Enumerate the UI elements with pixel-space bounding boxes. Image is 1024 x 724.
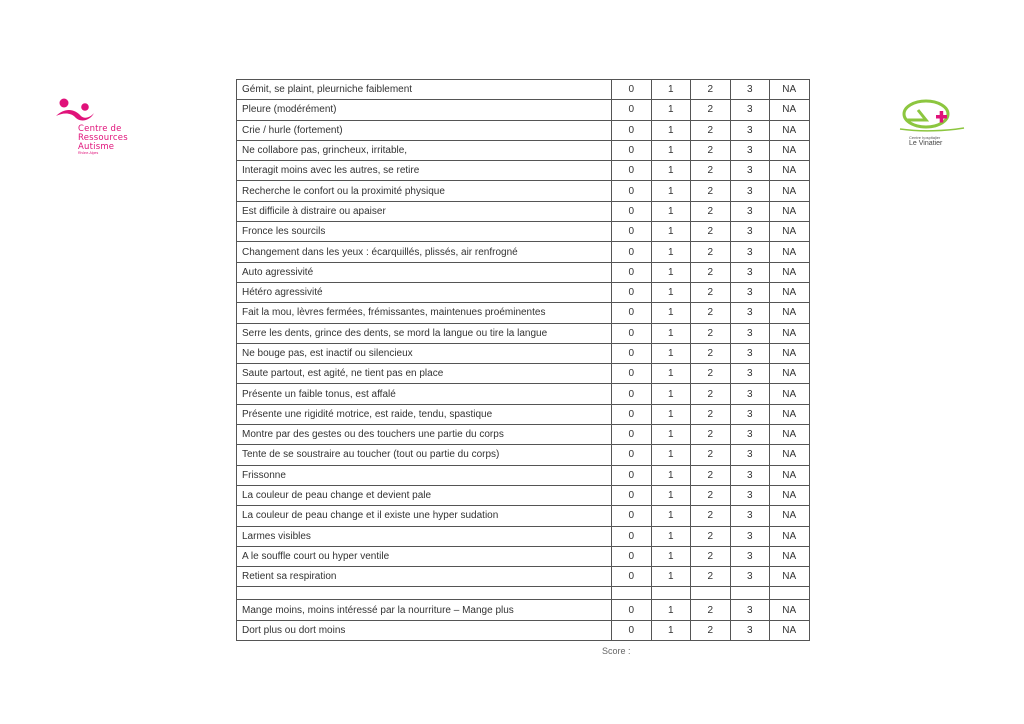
score-cell-0[interactable]: 0 — [612, 282, 652, 302]
empty-cell — [651, 587, 691, 600]
score-cell-0[interactable]: 0 — [612, 100, 652, 120]
score-cell-na[interactable]: NA — [770, 120, 810, 140]
score-cell-0[interactable]: 0 — [612, 506, 652, 526]
table-row — [237, 282, 810, 302]
score-cell-2[interactable]: 2 — [691, 600, 731, 620]
cra-logo-subline: Rhône-Alpes — [78, 151, 99, 155]
table-row — [237, 201, 810, 221]
table-row — [237, 567, 810, 587]
score-cell-na[interactable]: NA — [770, 567, 810, 587]
table-spacer-row — [237, 587, 810, 600]
score-cell-1[interactable]: 1 — [651, 343, 691, 363]
score-cell-2[interactable]: 2 — [691, 620, 731, 640]
score-cell-2[interactable]: 2 — [691, 404, 731, 424]
score-cell-na[interactable]: NA — [770, 404, 810, 424]
score-cell-2[interactable]: 2 — [691, 485, 731, 505]
score-cell-3[interactable]: 3 — [730, 526, 770, 546]
score-cell-na[interactable]: NA — [770, 364, 810, 384]
score-cell-2[interactable]: 2 — [691, 526, 731, 546]
table-row — [237, 222, 810, 242]
table-row — [237, 620, 810, 640]
score-cell-1[interactable]: 1 — [651, 485, 691, 505]
score-cell-1[interactable]: 1 — [651, 465, 691, 485]
score-cell-0[interactable]: 0 — [612, 222, 652, 242]
table-row — [237, 404, 810, 424]
score-cell-2[interactable]: 2 — [691, 323, 731, 343]
behaviour-label: Frissonne — [237, 465, 612, 485]
behaviour-label: Auto agressivité — [237, 262, 612, 282]
table-row — [237, 384, 810, 404]
vinatier-swoosh-icon — [896, 98, 968, 136]
score-cell-1[interactable]: 1 — [651, 181, 691, 201]
score-cell-1[interactable]: 1 — [651, 222, 691, 242]
score-cell-0[interactable]: 0 — [612, 526, 652, 546]
behaviour-label: La couleur de peau change et devient pale — [237, 485, 612, 505]
behaviour-label: Serre les dents, grince des dents, se mord la langue ou tire la langue — [237, 323, 612, 343]
table-row — [237, 546, 810, 566]
behaviour-label: Montre par des gestes ou des touchers une partie du corps — [237, 425, 612, 445]
score-cell-na[interactable]: NA — [770, 506, 810, 526]
table-row — [237, 120, 810, 140]
score-cell-3[interactable]: 3 — [730, 404, 770, 424]
score-cell-na[interactable]: NA — [770, 485, 810, 505]
behaviour-label: Interagit moins avec les autres, se retire — [237, 161, 612, 181]
score-cell-0[interactable]: 0 — [612, 140, 652, 160]
score-cell-2[interactable]: 2 — [691, 506, 731, 526]
score-cell-1[interactable]: 1 — [651, 526, 691, 546]
cra-logo-line-1: Centre de — [78, 124, 122, 134]
score-cell-na[interactable]: NA — [770, 465, 810, 485]
cra-logo-line-2: Ressources — [78, 133, 128, 143]
score-cell-na[interactable]: NA — [770, 384, 810, 404]
score-cell-0[interactable]: 0 — [612, 120, 652, 140]
empty-cell — [730, 587, 770, 600]
score-cell-1[interactable]: 1 — [651, 303, 691, 323]
score-cell-2[interactable]: 2 — [691, 567, 731, 587]
score-cell-na[interactable]: NA — [770, 80, 810, 100]
table-row — [237, 323, 810, 343]
score-label: Score : — [602, 646, 631, 656]
score-cell-2[interactable]: 2 — [691, 100, 731, 120]
behaviour-label: Est difficile à distraire ou apaiser — [237, 201, 612, 221]
score-cell-0[interactable]: 0 — [612, 465, 652, 485]
behaviour-label: Saute partout, est agité, ne tient pas en place — [237, 364, 612, 384]
score-cell-2[interactable]: 2 — [691, 242, 731, 262]
score-cell-3[interactable]: 3 — [730, 282, 770, 302]
score-cell-na[interactable]: NA — [770, 445, 810, 465]
score-cell-2[interactable]: 2 — [691, 445, 731, 465]
score-cell-1[interactable]: 1 — [651, 323, 691, 343]
behaviour-label: Changement dans les yeux : écarquillés, plissés, air renfrogné — [237, 242, 612, 262]
score-cell-1[interactable]: 1 — [651, 100, 691, 120]
score-cell-2[interactable]: 2 — [691, 465, 731, 485]
behaviour-label: Tente de se soustraire au toucher (tout ou partie du corps) — [237, 445, 612, 465]
behaviour-label: Larmes visibles — [237, 526, 612, 546]
vinatier-caption: Le Vinatier — [909, 140, 943, 147]
score-cell-3[interactable]: 3 — [730, 181, 770, 201]
score-cell-0[interactable]: 0 — [612, 600, 652, 620]
score-cell-3[interactable]: 3 — [730, 445, 770, 465]
score-cell-1[interactable]: 1 — [651, 600, 691, 620]
score-cell-1[interactable]: 1 — [651, 364, 691, 384]
score-cell-2[interactable]: 2 — [691, 546, 731, 566]
score-cell-0[interactable]: 0 — [612, 364, 652, 384]
behaviour-label: Mange moins, moins intéressé par la nourriture – Mange plus — [237, 600, 612, 620]
score-cell-2[interactable]: 2 — [691, 161, 731, 181]
score-cell-na[interactable]: NA — [770, 546, 810, 566]
behaviour-label: Présente un faible tonus, est affalé — [237, 384, 612, 404]
score-cell-na[interactable]: NA — [770, 526, 810, 546]
score-cell-0[interactable]: 0 — [612, 485, 652, 505]
behaviour-label: Ne bouge pas, est inactif ou silencieux — [237, 343, 612, 363]
score-cell-1[interactable]: 1 — [651, 201, 691, 221]
score-cell-na[interactable]: NA — [770, 100, 810, 120]
score-cell-0[interactable]: 0 — [612, 262, 652, 282]
score-cell-na[interactable]: NA — [770, 282, 810, 302]
behaviour-label: Pleure (modérément) — [237, 100, 612, 120]
score-cell-0[interactable]: 0 — [612, 343, 652, 363]
score-cell-3[interactable]: 3 — [730, 262, 770, 282]
score-cell-3[interactable]: 3 — [730, 600, 770, 620]
table-row — [237, 161, 810, 181]
score-cell-0[interactable]: 0 — [612, 201, 652, 221]
behaviour-label: Recherche le confort ou la proximité physique — [237, 181, 612, 201]
score-cell-1[interactable]: 1 — [651, 445, 691, 465]
table-row — [237, 526, 810, 546]
score-cell-3[interactable]: 3 — [730, 343, 770, 363]
behaviour-label: Fronce les sourcils — [237, 222, 612, 242]
score-cell-3[interactable]: 3 — [730, 201, 770, 221]
vinatier-caption-small: Centre hospitalier — [909, 135, 941, 140]
score-cell-na[interactable]: NA — [770, 600, 810, 620]
score-cell-1[interactable]: 1 — [651, 384, 691, 404]
table-row — [237, 140, 810, 160]
score-cell-3[interactable]: 3 — [730, 161, 770, 181]
score-cell-0[interactable]: 0 — [612, 546, 652, 566]
behaviour-label: Fait la mou, lèvres fermées, frémissantes, maintenues proéminentes — [237, 303, 612, 323]
behaviour-label: Dort plus ou dort moins — [237, 620, 612, 640]
score-cell-3[interactable]: 3 — [730, 120, 770, 140]
score-cell-na[interactable]: NA — [770, 161, 810, 181]
score-cell-0[interactable]: 0 — [612, 384, 652, 404]
score-cell-2[interactable]: 2 — [691, 120, 731, 140]
score-cell-0[interactable]: 0 — [612, 425, 652, 445]
score-cell-3[interactable]: 3 — [730, 140, 770, 160]
score-cell-1[interactable]: 1 — [651, 506, 691, 526]
score-cell-na[interactable]: NA — [770, 181, 810, 201]
empty-cell — [770, 587, 810, 600]
table-row — [237, 262, 810, 282]
score-cell-na[interactable]: NA — [770, 343, 810, 363]
score-cell-0[interactable]: 0 — [612, 161, 652, 181]
table-row — [237, 600, 810, 620]
score-cell-3[interactable]: 3 — [730, 546, 770, 566]
score-cell-na[interactable]: NA — [770, 140, 810, 160]
score-cell-0[interactable]: 0 — [612, 303, 652, 323]
score-cell-0[interactable]: 0 — [612, 404, 652, 424]
score-cell-1[interactable]: 1 — [651, 567, 691, 587]
score-cell-3[interactable]: 3 — [730, 303, 770, 323]
score-cell-0[interactable]: 0 — [612, 181, 652, 201]
score-cell-2[interactable]: 2 — [691, 282, 731, 302]
table-row — [237, 100, 810, 120]
score-cell-2[interactable]: 2 — [691, 425, 731, 445]
score-cell-na[interactable]: NA — [770, 242, 810, 262]
score-cell-na[interactable]: NA — [770, 222, 810, 242]
score-cell-3[interactable]: 3 — [730, 567, 770, 587]
score-cell-2[interactable]: 2 — [691, 262, 731, 282]
score-cell-3[interactable]: 3 — [730, 384, 770, 404]
score-cell-2[interactable]: 2 — [691, 80, 731, 100]
score-cell-2[interactable]: 2 — [691, 343, 731, 363]
score-cell-0[interactable]: 0 — [612, 323, 652, 343]
score-cell-1[interactable]: 1 — [651, 262, 691, 282]
cra-logo — [54, 96, 144, 168]
score-cell-2[interactable]: 2 — [691, 140, 731, 160]
score-cell-na[interactable]: NA — [770, 201, 810, 221]
score-cell-na[interactable]: NA — [770, 425, 810, 445]
score-cell-3[interactable]: 3 — [730, 620, 770, 640]
score-cell-3[interactable]: 3 — [730, 485, 770, 505]
table-row — [237, 506, 810, 526]
score-cell-0[interactable]: 0 — [612, 80, 652, 100]
score-cell-na[interactable]: NA — [770, 303, 810, 323]
score-cell-1[interactable]: 1 — [651, 80, 691, 100]
score-cell-0[interactable]: 0 — [612, 445, 652, 465]
score-cell-3[interactable]: 3 — [730, 100, 770, 120]
score-cell-3[interactable]: 3 — [730, 242, 770, 262]
behaviour-label: Crie / hurle (fortement) — [237, 120, 612, 140]
behaviour-label: Présente une rigidité motrice, est raide, tendu, spastique — [237, 404, 612, 424]
empty-cell — [612, 587, 652, 600]
vinatier-logo — [896, 98, 968, 154]
score-cell-1[interactable]: 1 — [651, 161, 691, 181]
score-cell-3[interactable]: 3 — [730, 80, 770, 100]
table-row — [237, 303, 810, 323]
table-row — [237, 364, 810, 384]
table-row — [237, 425, 810, 445]
score-cell-1[interactable]: 1 — [651, 546, 691, 566]
score-cell-na[interactable]: NA — [770, 262, 810, 282]
score-cell-2[interactable]: 2 — [691, 181, 731, 201]
behaviour-label: Retient sa respiration — [237, 567, 612, 587]
cra-logo-line-3: Autisme — [78, 142, 115, 152]
score-cell-1[interactable]: 1 — [651, 242, 691, 262]
score-cell-2[interactable]: 2 — [691, 384, 731, 404]
table-row — [237, 445, 810, 465]
score-cell-0[interactable]: 0 — [612, 242, 652, 262]
score-cell-3[interactable]: 3 — [730, 465, 770, 485]
score-cell-3[interactable]: 3 — [730, 364, 770, 384]
behaviour-label: A le souffle court ou hyper ventile — [237, 546, 612, 566]
table-row — [237, 242, 810, 262]
behaviour-label: Ne collabore pas, grincheux, irritable, — [237, 140, 612, 160]
score-cell-2[interactable]: 2 — [691, 222, 731, 242]
table-row — [237, 181, 810, 201]
empty-cell — [237, 587, 612, 600]
score-cell-1[interactable]: 1 — [651, 140, 691, 160]
score-cell-3[interactable]: 3 — [730, 506, 770, 526]
empty-cell — [691, 587, 731, 600]
table-row — [237, 465, 810, 485]
table-row — [237, 343, 810, 363]
score-cell-3[interactable]: 3 — [730, 323, 770, 343]
score-cell-0[interactable]: 0 — [612, 620, 652, 640]
behaviour-label: La couleur de peau change et il existe une hyper sudation — [237, 506, 612, 526]
score-cell-na[interactable]: NA — [770, 620, 810, 640]
score-cell-1[interactable]: 1 — [651, 620, 691, 640]
pain-behaviour-table — [236, 79, 810, 641]
score-cell-0[interactable]: 0 — [612, 567, 652, 587]
score-cell-3[interactable]: 3 — [730, 222, 770, 242]
behaviour-label: Gémit, se plaint, pleurniche faiblement — [237, 80, 612, 100]
score-cell-1[interactable]: 1 — [651, 425, 691, 445]
cra-figures-icon — [54, 96, 104, 126]
score-cell-2[interactable]: 2 — [691, 364, 731, 384]
behaviour-label: Hétéro agressivité — [237, 282, 612, 302]
score-cell-2[interactable]: 2 — [691, 303, 731, 323]
score-cell-1[interactable]: 1 — [651, 282, 691, 302]
score-cell-1[interactable]: 1 — [651, 404, 691, 424]
table-row — [237, 80, 810, 100]
score-cell-1[interactable]: 1 — [651, 120, 691, 140]
score-cell-2[interactable]: 2 — [691, 201, 731, 221]
score-cell-3[interactable]: 3 — [730, 425, 770, 445]
score-cell-na[interactable]: NA — [770, 323, 810, 343]
table-row — [237, 485, 810, 505]
